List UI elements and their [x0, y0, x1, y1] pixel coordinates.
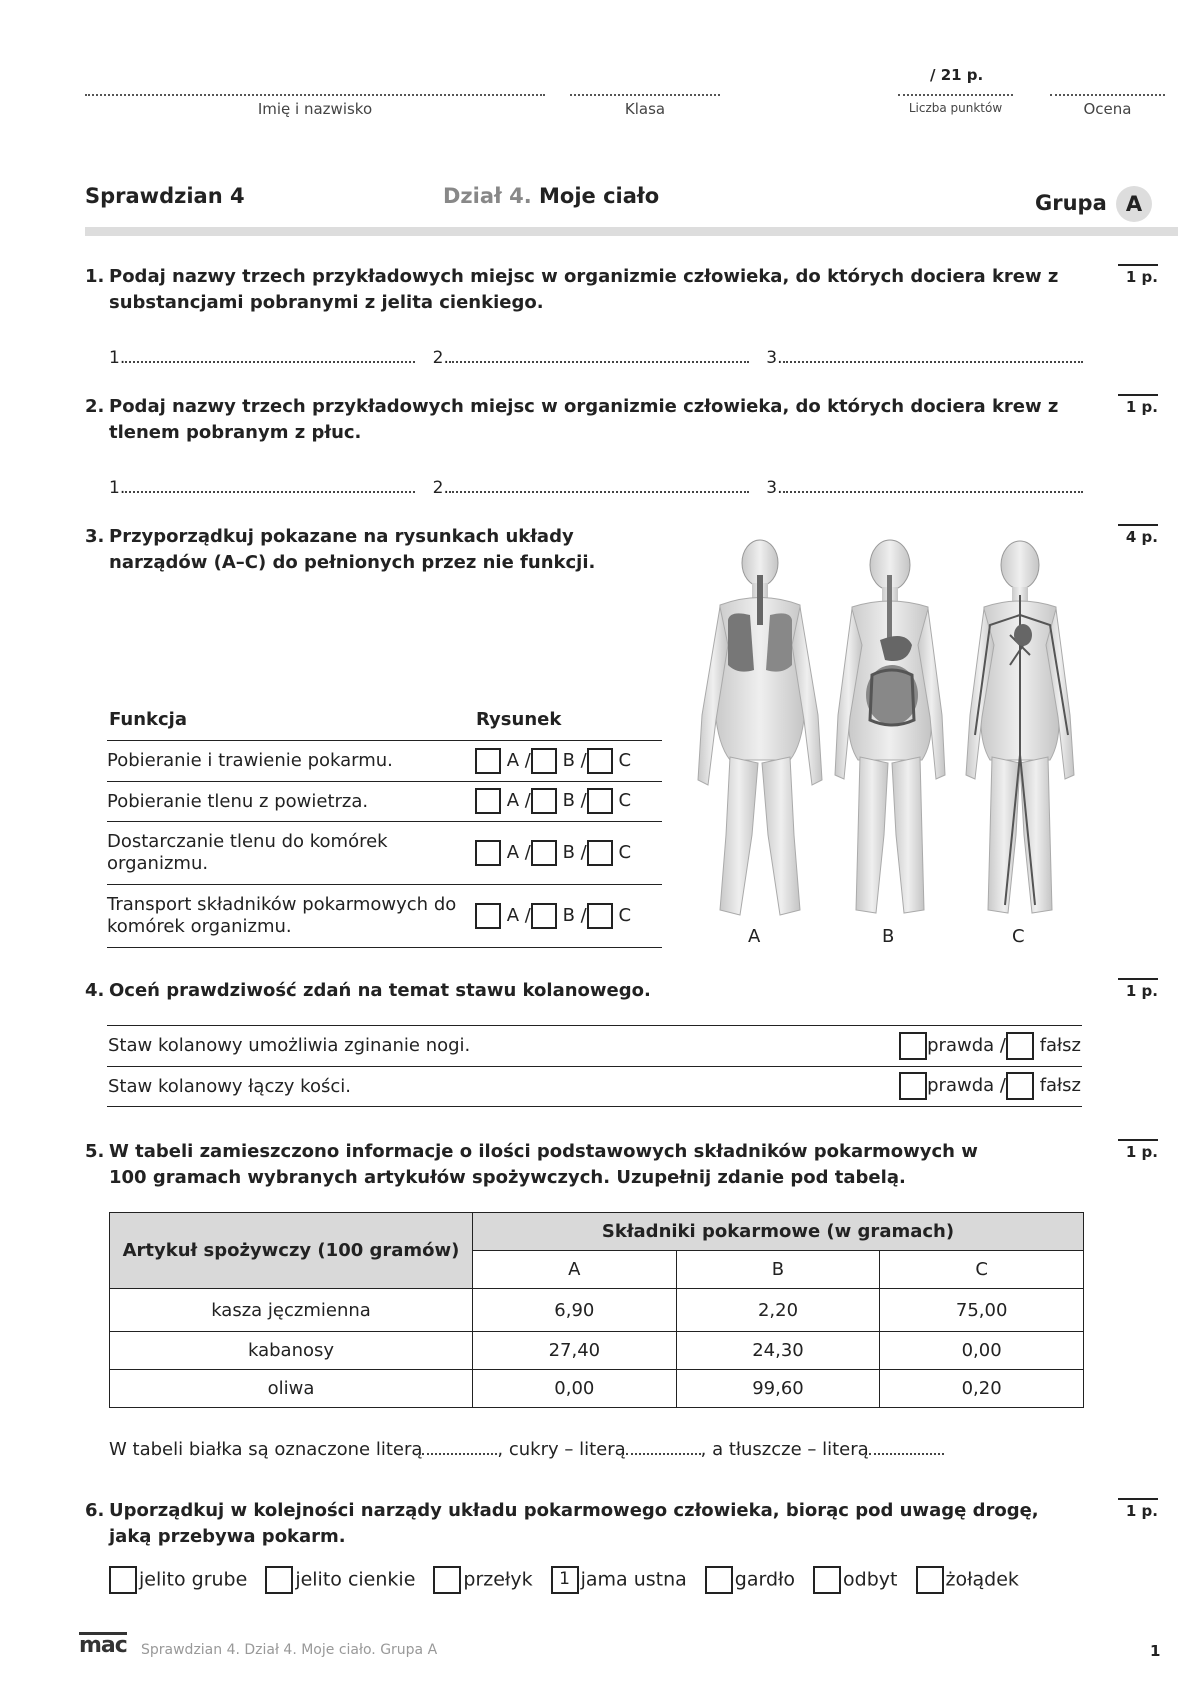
q2-blank1-num: 1. [109, 478, 126, 498]
q6-box-5[interactable] [705, 1566, 733, 1594]
q5-table [109, 1212, 1084, 1408]
q3-opt-b: B / [562, 904, 587, 926]
q4-true-label: prawda / [927, 1034, 1006, 1056]
q3-row2-options [475, 781, 662, 821]
q3-r1-box-c[interactable] [587, 748, 613, 774]
q3-r2-box-a[interactable] [475, 788, 501, 814]
q5-row2-a: 27,40 [473, 1332, 677, 1370]
q3-row3-options [475, 821, 662, 884]
q5-header-row [110, 1213, 1084, 1251]
q3-r3-box-b[interactable] [531, 840, 557, 866]
q3-row [107, 741, 662, 781]
q5-row1-a: 6,90 [473, 1289, 677, 1332]
q5-row2-b: 24,30 [676, 1332, 880, 1370]
figure-label-b: B [882, 926, 895, 947]
q6-box-4[interactable]: 1 [551, 1566, 579, 1594]
q3-row [107, 821, 662, 884]
q6-label-4: jama ustna [580, 1568, 687, 1591]
q5-row2-name: kabanosy [110, 1332, 473, 1370]
q3-opt-a: A / [506, 749, 531, 771]
q5-sub-c: C [880, 1251, 1084, 1289]
q5-sentence-p3: , a tłuszcze – literą [700, 1439, 869, 1460]
name-field[interactable] [85, 94, 545, 96]
q6-option [265, 1566, 415, 1594]
q3-text: Przyporządkuj pokazane na rysunkach układy narządów (A–C) do pełnionych przez nie funkcji. [109, 526, 596, 573]
q4-row [107, 1066, 1082, 1106]
q4-false-label: fałsz [1039, 1075, 1081, 1096]
table-row [110, 1289, 1084, 1332]
q3-row2-label: Pobieranie tlenu z powietrza. [107, 781, 475, 821]
q4-r2-false-box[interactable] [1006, 1072, 1034, 1100]
group-badge: A [1116, 186, 1152, 222]
q5-col-item: Artykuł spożywczy (100 gramów) [110, 1213, 473, 1289]
q6-box-6[interactable] [813, 1566, 841, 1594]
q3-r4-box-b[interactable] [531, 903, 557, 929]
q6-box-1[interactable] [109, 1566, 137, 1594]
q1-answers [109, 347, 1084, 368]
q3-col-function: Funkcja [109, 709, 187, 730]
mac-logo: mac [79, 1633, 127, 1658]
q3-opt-a: A / [506, 790, 531, 811]
q4-row1-options [755, 1026, 1082, 1066]
q6-label-2: jelito cienkie [295, 1568, 416, 1591]
grade-label: Ocena [1083, 100, 1132, 118]
q1-blank1-num: 1. [109, 348, 126, 368]
q6-box-2[interactable] [265, 1566, 293, 1594]
q6-box-3[interactable] [433, 1566, 461, 1594]
table-row [110, 1370, 1084, 1408]
q3-r1-box-a[interactable] [475, 748, 501, 774]
q1-blank2[interactable] [449, 347, 749, 363]
q4-points: 1 p. [1118, 978, 1158, 1000]
q3-number: 3. [85, 526, 105, 547]
q3-row3-label: Dostarczanie tlenu do komórek organizmu. [107, 821, 475, 884]
q6-label-1: jelito grube [139, 1568, 248, 1591]
q6-options [109, 1566, 1109, 1594]
q4-row2-options [755, 1066, 1082, 1106]
q3-r1-box-b[interactable] [531, 748, 557, 774]
group-title [1035, 186, 1152, 222]
q5-sentence [109, 1439, 944, 1460]
q6-box-7[interactable] [916, 1566, 944, 1594]
q6-label-7: żołądek [945, 1568, 1019, 1591]
q5-blank-fat[interactable] [869, 1439, 944, 1455]
points-label: Liczba punktów [908, 101, 1003, 115]
page-number: 1 [1150, 1642, 1161, 1660]
q3-opt-c: C [618, 790, 632, 811]
q3-r3-box-c[interactable] [587, 840, 613, 866]
q3-row1-label: Pobieranie i trawienie pokarmu. [107, 741, 475, 781]
q3-r2-box-c[interactable] [587, 788, 613, 814]
q5-number: 5. [85, 1141, 105, 1162]
q4-number: 4. [85, 980, 105, 1001]
q3-points: 4 p. [1118, 524, 1158, 546]
grade-field[interactable] [1050, 94, 1165, 96]
q5-sub-a: A [473, 1251, 677, 1289]
q2-text: Podaj nazwy trzech przykładowych miejsc w organizmie człowieka, do których dociera krew z tlenem pobranym z płuc. [109, 396, 1059, 443]
class-label: Klasa [624, 100, 666, 118]
q3-r4-box-a[interactable] [475, 903, 501, 929]
q6-option [109, 1566, 247, 1594]
q1-blank3-num: 3. [766, 348, 783, 368]
q4-row2-label: Staw kolanowy łączy kości. [107, 1066, 755, 1106]
q3-opt-c: C [618, 749, 632, 771]
q5-sub-b: B [676, 1251, 880, 1289]
name-label: Imię i nazwisko [257, 100, 373, 118]
q4-table [107, 1025, 1082, 1107]
q3-opt-c: C [618, 904, 632, 926]
figure-a-respiratory [698, 540, 822, 915]
q6-option [433, 1566, 532, 1594]
class-field[interactable] [570, 94, 720, 96]
q5-row3-a: 0,00 [473, 1370, 677, 1408]
q3-opt-b: B / [562, 841, 587, 863]
q3-opt-a: A / [506, 841, 531, 863]
q2-blank3[interactable] [783, 477, 1083, 493]
q6-option [813, 1566, 897, 1594]
q5-col-group: Składniki pokarmowe (w gramach) [473, 1213, 1084, 1251]
footer-text: Sprawdzian 4. Dział 4. Moje ciało. Grupa A [141, 1642, 438, 1658]
test-title: Sprawdzian 4 [85, 184, 245, 208]
q6-text: Uporządkuj w kolejności narządy układu pokarmowego człowieka, biorąc pod uwagę drogę, jaką przebywa pokarm. [109, 1500, 1039, 1547]
q3-row4-options [475, 884, 662, 947]
q3-row1-options [475, 741, 662, 781]
q4-r1-false-box[interactable] [1006, 1032, 1034, 1060]
q5-row2-c: 0,00 [880, 1332, 1084, 1370]
section-prefix: Dział 4. [443, 184, 532, 208]
q3-row4-label: Transport składników pokarmowych do komórek organizmu. [107, 884, 475, 947]
q4-row [107, 1026, 1082, 1066]
q6-option [916, 1566, 1019, 1594]
points-field[interactable] [898, 94, 1013, 96]
q1-text: Podaj nazwy trzech przykładowych miejsc w organizmie człowieka, do których dociera krew z substancjami pobranymi z jelita cienkiego. [109, 266, 1059, 313]
q6-label-6: odbyt [843, 1568, 898, 1591]
body-figures-illustration [690, 535, 1090, 930]
q2-answers [109, 477, 1084, 498]
q2-points: 1 p. [1118, 394, 1158, 416]
section-title [443, 184, 659, 208]
figure-c-circulatory [966, 541, 1074, 913]
q6-label-5: gardło [734, 1568, 796, 1591]
q4-text: Oceń prawdziwość zdań na temat stawu kolanowego. [109, 980, 651, 1001]
table-row [110, 1332, 1084, 1370]
q1-blank1[interactable] [125, 347, 415, 363]
q3-r2-box-b[interactable] [531, 788, 557, 814]
q4-row1-label: Staw kolanowy umożliwia zginanie nogi. [107, 1026, 755, 1066]
q3-opt-a: A / [506, 904, 531, 926]
title-divider [85, 227, 1178, 236]
q4-r2-true-box[interactable] [899, 1072, 927, 1100]
q3-opt-b: B / [562, 749, 587, 771]
q5-blank-sugar[interactable] [626, 1439, 701, 1455]
q5-blank-protein[interactable] [422, 1439, 497, 1455]
q3-opt-b: B / [562, 790, 587, 811]
q1-points: 1 p. [1118, 264, 1158, 286]
q5-points: 1 p. [1118, 1139, 1158, 1161]
figure-label-a: A [748, 926, 761, 947]
q4-r1-true-box[interactable] [899, 1032, 927, 1060]
q3-row [107, 781, 662, 821]
points-total: / 21 p. [930, 66, 984, 84]
q2-blank3-num: 3. [766, 478, 783, 498]
q6-label-3: przełyk [463, 1568, 533, 1591]
q4-true-label: prawda / [927, 1075, 1006, 1096]
q1-number: 1. [85, 266, 105, 287]
q2-blank2[interactable] [449, 477, 749, 493]
group-label: Grupa [1035, 191, 1107, 215]
q1-blank2-num: 2. [432, 348, 449, 368]
q3-opt-c: C [618, 841, 632, 863]
q2-blank1[interactable] [125, 477, 415, 493]
q5-table-wrap [109, 1212, 1084, 1408]
q2-blank2-num: 2. [432, 478, 449, 498]
q5-text: W tabeli zamieszczono informacje o ilości podstawowych składników pokarmowych w 100 gramach wybranych artykułów spożywczych. Uzupełnij zdanie pod tabelą. [109, 1141, 978, 1188]
q3-r4-box-c[interactable] [587, 903, 613, 929]
q6-option [551, 1566, 687, 1594]
q5-row3-name: oliwa [110, 1370, 473, 1408]
q3-col-drawing: Rysunek [476, 709, 562, 730]
q5-row1-name: kasza jęczmienna [110, 1289, 473, 1332]
section-name: Moje ciało [539, 184, 660, 208]
q5-row3-b: 99,60 [676, 1370, 880, 1408]
q6-number: 6. [85, 1500, 105, 1521]
q3-table [107, 740, 662, 948]
q1-blank3[interactable] [783, 347, 1083, 363]
figure-b-digestive [835, 540, 945, 913]
q5-row3-c: 0,20 [880, 1370, 1084, 1408]
q6-option [705, 1566, 795, 1594]
q5-row1-c: 75,00 [880, 1289, 1084, 1332]
q3-r3-box-a[interactable] [475, 840, 501, 866]
q4-false-label: fałsz [1039, 1034, 1081, 1056]
q2-number: 2. [85, 396, 105, 417]
q5-sentence-p2: , cukry – literą [497, 1439, 626, 1460]
q3-row [107, 884, 662, 947]
figure-label-c: C [1012, 926, 1025, 947]
q5-row1-b: 2,20 [676, 1289, 880, 1332]
q6-points: 1 p. [1118, 1498, 1158, 1520]
q5-sentence-p1: W tabeli białka są oznaczone literą [109, 1439, 423, 1460]
